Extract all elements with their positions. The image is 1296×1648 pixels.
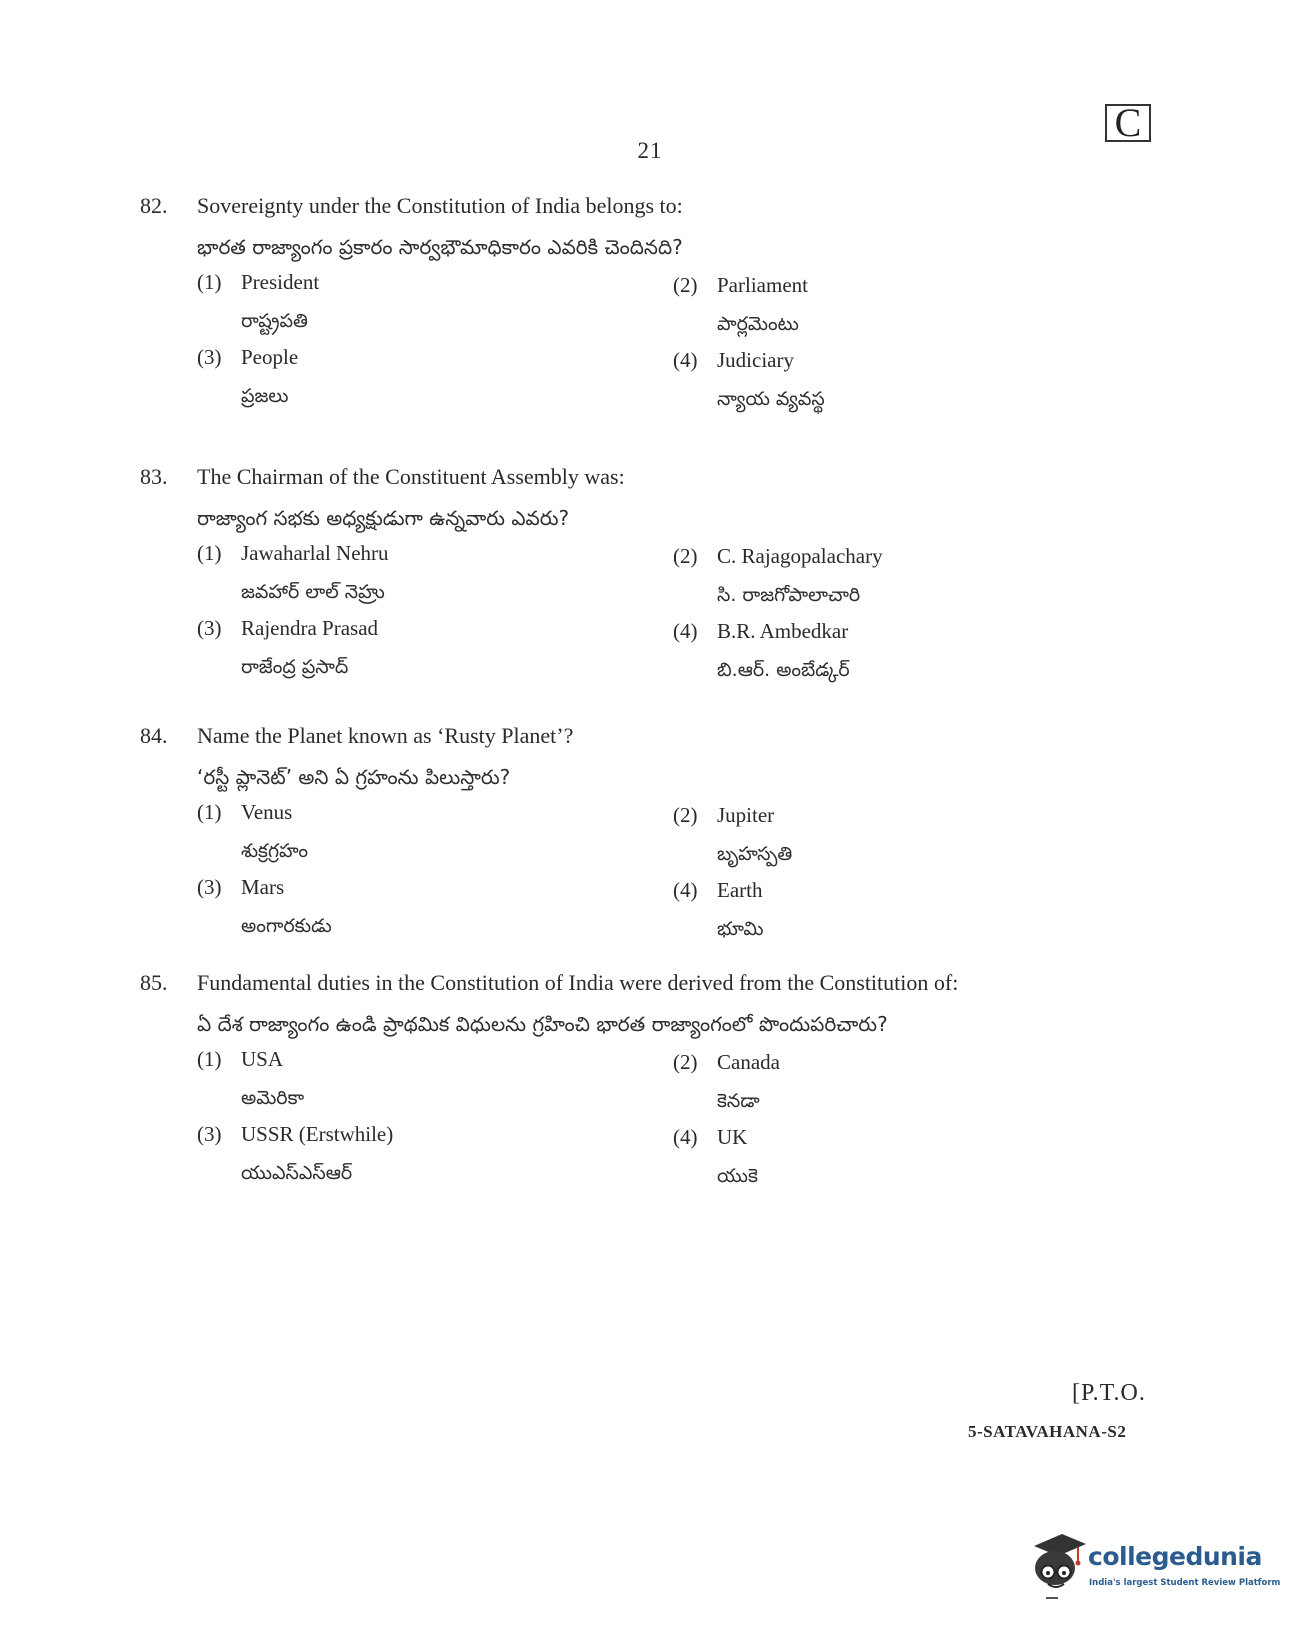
option-text: USSR (Erstwhile): [241, 1122, 394, 1146]
student-mascot-icon: [1028, 1528, 1086, 1604]
question-text-telugu: భారత రాజ్యాంగం ప్రకారం సార్వభౌమాధికారం ఎవరికి చెందినది?: [197, 235, 683, 259]
option-text-telugu: యుకె: [717, 1165, 758, 1187]
option-number: (3): [197, 1122, 222, 1146]
question-text: Name the Planet known as ‘Rusty Planet’?: [197, 723, 574, 748]
option-text: Earth: [717, 878, 763, 902]
option-2: [673, 1050, 1113, 1130]
option-text: President: [241, 270, 320, 294]
option-text-telugu: భూమి: [717, 918, 764, 940]
option-number: (4): [673, 348, 698, 372]
question-83: [140, 464, 1140, 704]
paper-code: 5-SATAVAHANA-S2: [968, 1422, 1127, 1441]
question-number: 84.: [140, 723, 168, 748]
page-number: 21: [637, 138, 663, 163]
option-4: [673, 878, 1113, 958]
option-number: (3): [197, 345, 222, 369]
option-text-telugu: కెనడా: [717, 1090, 760, 1112]
question-number: 83.: [140, 464, 168, 489]
question-text-telugu: ‘రస్టీ ప్లానెట్’ అని ఏ గ్రహంను పిలుస్తారు?: [197, 765, 511, 789]
option-text-telugu: యుఎస్ఎస్ఆర్: [241, 1162, 353, 1184]
question-85: [140, 970, 1140, 1210]
option-2: [673, 803, 1113, 883]
question-text: Sovereignty under the Constitution of India belongs to:: [197, 193, 683, 218]
option-text: USA: [241, 1047, 284, 1071]
option-text-telugu: సి. రాజగోపాలాచారి: [717, 584, 861, 606]
option-number: (1): [197, 541, 222, 565]
pto-text: [P.T.O.: [1072, 1380, 1146, 1406]
option-number: (1): [197, 270, 222, 294]
option-number: (2): [673, 273, 698, 297]
option-text: Parliament: [717, 273, 808, 297]
option-text-telugu: రాష్ట్రపతి: [241, 310, 308, 332]
question-82: [140, 193, 1140, 433]
option-text-telugu: బి.ఆర్. అంబేడ్కర్: [717, 659, 850, 681]
question-text: Fundamental duties in the Constitution of India were derived from the Constitution of:: [197, 970, 959, 995]
option-1: [197, 270, 637, 350]
option-number: (1): [197, 800, 222, 824]
option-1: [197, 541, 637, 621]
option-3: [197, 875, 637, 955]
option-number: (2): [673, 544, 698, 568]
question-text-telugu: రాజ్యాంగ సభకు అధ్యక్షుడుగా ఉన్నవారు ఎవరు?: [197, 506, 570, 530]
option-text: C. Rajagopalachary: [717, 544, 883, 568]
option-text-telugu: జవహార్ లాల్ నెహ్రు: [241, 581, 385, 603]
option-4: [673, 348, 1113, 428]
option-number: (3): [197, 616, 222, 640]
brand-tagline: India's largest Student Review Platform: [1089, 1578, 1281, 1588]
option-text: Canada: [717, 1050, 780, 1074]
option-text-telugu: అంగారకుడు: [241, 915, 332, 937]
option-text-telugu: అమెరికా: [241, 1087, 305, 1109]
option-text: Mars: [241, 875, 285, 899]
option-number: (4): [673, 878, 698, 902]
question-text-telugu: ఏ దేశ రాజ్యాంగం ఉండి ప్రాథమిక విధులను గ్రహించి భారత రాజ్యాంగంలో పొందుపరిచారు?: [197, 1012, 888, 1036]
option-number: (4): [673, 619, 698, 643]
option-text-telugu: న్యాయ వ్యవస్థ: [717, 388, 825, 410]
option-2: [673, 273, 1113, 353]
series-code-box: C: [1105, 104, 1151, 142]
option-3: [197, 1122, 637, 1202]
option-3: [197, 345, 637, 425]
option-number: (4): [673, 1125, 698, 1149]
option-text: UK: [717, 1125, 748, 1149]
option-1: [197, 800, 637, 880]
option-text: Judiciary: [717, 348, 794, 372]
option-text: Venus: [241, 800, 293, 824]
option-text-telugu: ప్రజలు: [241, 385, 289, 407]
question-number: 85.: [140, 970, 168, 995]
option-number: (3): [197, 875, 222, 899]
option-text-telugu: బృహస్పతి: [717, 843, 793, 865]
option-1: [197, 1047, 637, 1127]
option-text: Rajendra Prasad: [241, 616, 379, 640]
question-number: 82.: [140, 193, 168, 218]
option-text: People: [241, 345, 299, 369]
question-text: The Chairman of the Constituent Assembly was:: [197, 464, 625, 489]
brand-name: collegedunia: [1088, 1542, 1262, 1571]
option-3: [197, 616, 637, 696]
option-text-telugu: శుక్రగ్రహం: [241, 840, 309, 862]
option-text: B.R. Ambedkar: [717, 619, 849, 643]
option-number: (1): [197, 1047, 222, 1071]
option-text-telugu: పార్లమెంటు: [717, 313, 799, 335]
option-2: [673, 544, 1113, 624]
option-text-telugu: రాజేంద్ర ప్రసాద్: [241, 656, 349, 678]
option-text: Jawaharlal Nehru: [241, 541, 389, 565]
option-4: [673, 1125, 1113, 1205]
option-number: (2): [673, 1050, 698, 1074]
collegedunia-watermark: [1028, 1528, 1281, 1604]
option-text: Jupiter: [717, 803, 775, 827]
option-number: (2): [673, 803, 698, 827]
question-84: [140, 723, 1140, 963]
option-4: [673, 619, 1113, 699]
